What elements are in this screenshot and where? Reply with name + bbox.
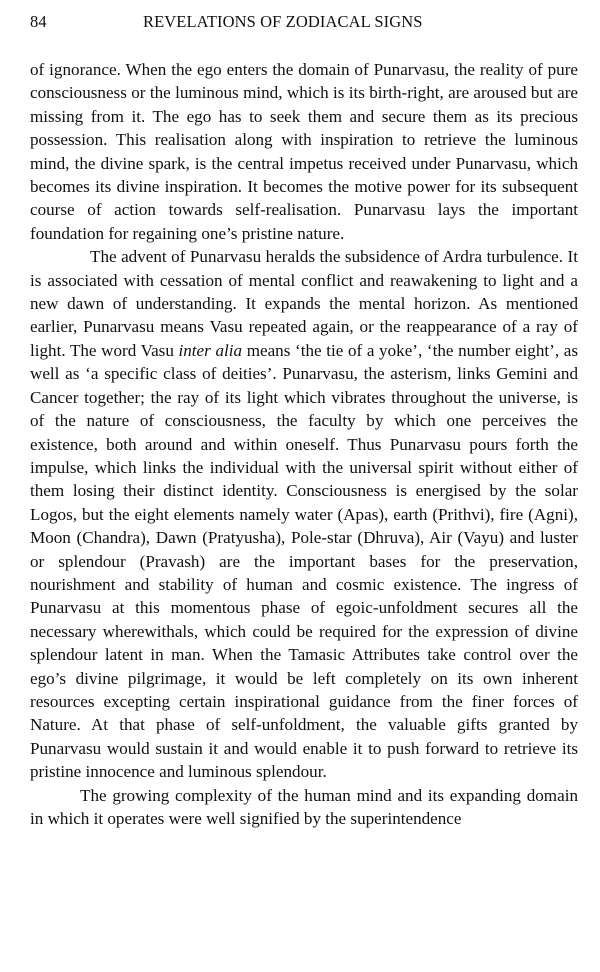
running-head: REVELATIONS OF ZODIACAL SIGNS (143, 12, 423, 31)
page-number: 84 (30, 12, 47, 31)
paragraph-1: of ignorance. When the ego enters the domain of Punarvasu, the reality of pure consciousness or the luminous mind, which is its birth-right, are aroused but are missing from it. The ego has to seek them and secure them as its precious possession. This realisation along with inspiration to retrieve the luminous mind, the divine spark, is the central impetus received under Punarvasu, which becomes its divine inspiration. It becomes the motive power for its subsequent course of action towards self-realisation. Punarvasu lays the important foundation for regaining one’s pristine nature. (30, 60, 578, 243)
page-header (30, 10, 578, 44)
paragraph-2-part-2: means ‘the tie of a yoke’, ‘the number eight’, as well as ‘a specific class of deities’. Punarvasu, the asterism, links Gemini and Cancer together; the ray of its light which vibrates throughout the universe, is of the nature of consciousness, the faculty by which one perceives the existence, both around and within oneself. Thus Punarvasu pours forth the impulse, which links the individual with the universal spirit without either of them losing their distinct identity. Consciousness is energised by the solar Logos, but the eight elements namely water (Apas), earth (Prithvi), fire (Agni), Moon (Chandra), Dawn (Pratyusha), Pole-star (Dhruva), Air (Vayu) and luster or splendour (Pravash) are the important bases for the preservation, nourishment and stability of human and cosmic existence. The ingress of Punarvasu at this momentous phase of egoic-unfoldment secures all the necessary wherewithals, which could be required for the expression of divine splendour latent in man. When the Tamasic Attributes take control over the ego’s divine pilgrimage, it would be left completely on its own inherent resources excepting certain inspirational guidance from the finer forces of Nature. At that phase of self-unfoldment, the valuable gifts granted by Punarvasu would sustain it and would enable it to push forward to retrieve its pristine innocence and luminous splendour. (30, 340, 578, 782)
book-page (30, 10, 578, 830)
paragraph-2-part-1: The advent of Punarvasu heralds the subsidence of Ardra turbulence. It is associated with cessation of mental conflict and reawakening to light and a new dawn of understanding. It expands the mental horizon. As mentioned earlier, Punarvasu means Vasu repeated again, or the reappearance of a ray of light. The word Vasu (30, 247, 578, 360)
body-text (30, 58, 578, 830)
paragraph-3: The growing complexity of the human mind and its expanding domain in which it operates were well signified by the superintendence (30, 785, 578, 828)
paragraph-2-italic-phrase: inter alia (178, 340, 243, 360)
paragraph-2 (30, 245, 578, 783)
